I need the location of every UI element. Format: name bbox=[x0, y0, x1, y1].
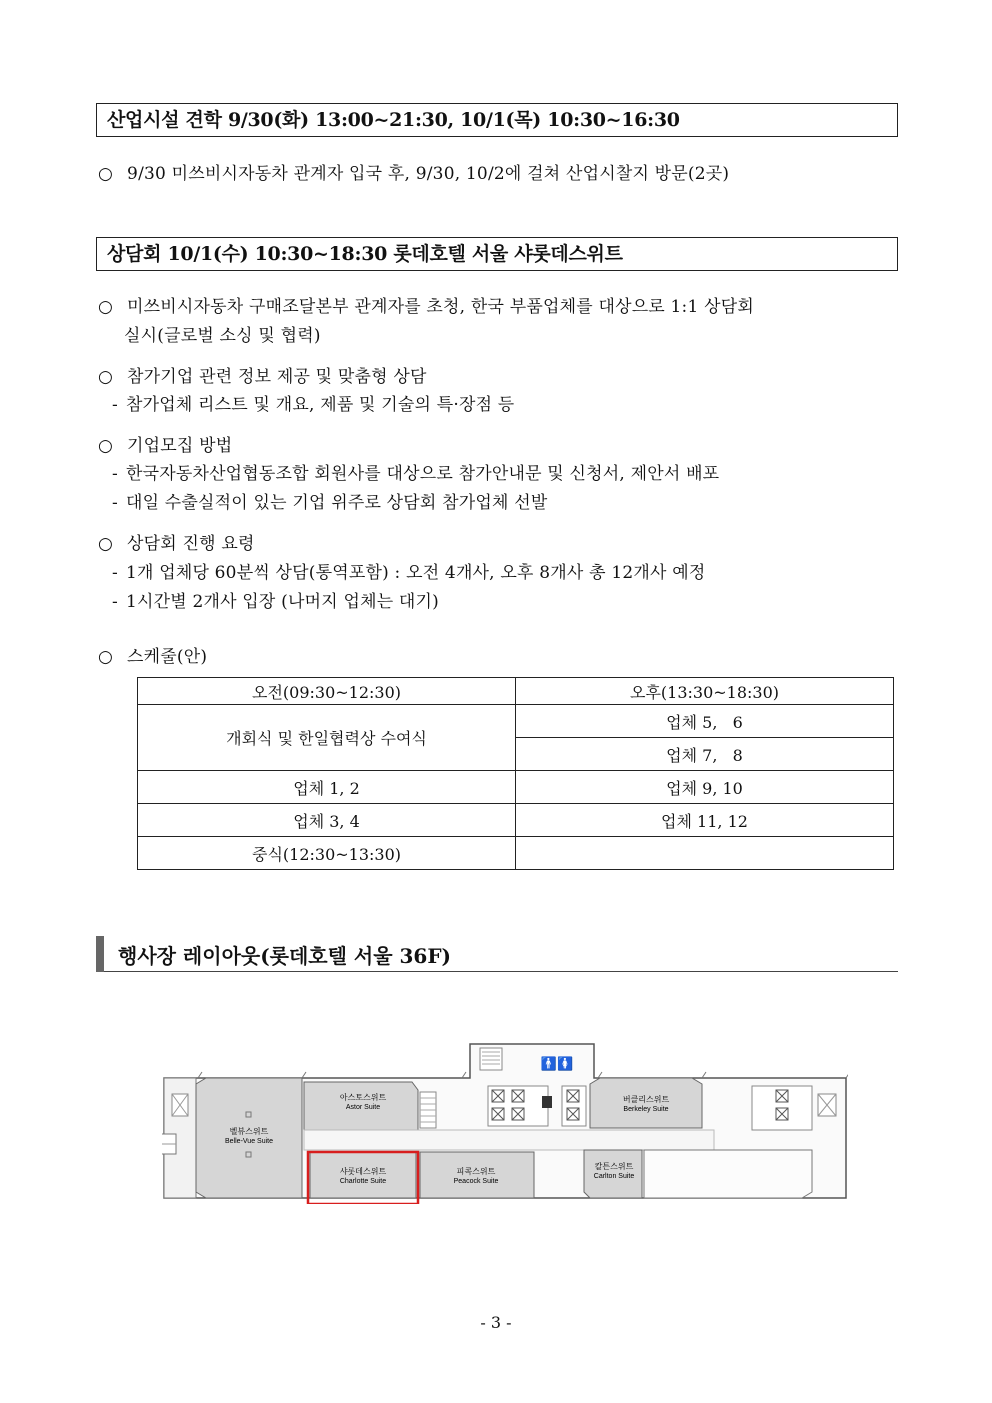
schedule-header-pm: 오후(13:30~18:30) bbox=[516, 678, 894, 705]
meeting-bullet-4: ○ 상담회 진행 요령 bbox=[98, 533, 255, 555]
svg-text:🚹🚺: 🚹🚺 bbox=[540, 1056, 574, 1071]
carlton-label-ko: 칼튼스위트 bbox=[594, 1162, 634, 1171]
schedule-cell-lunch: 중식(12:30~13:30) bbox=[138, 837, 516, 870]
berkeley-label-ko: 버클리스위트 bbox=[622, 1095, 670, 1104]
schedule-cell-am-4: 업체 3, 4 bbox=[138, 804, 516, 837]
bellevue-label-ko: 벨뷰스위트 bbox=[229, 1127, 269, 1136]
schedule-cell-pm-1: 업체 5, 6 bbox=[516, 705, 894, 738]
title-accent-bar bbox=[96, 936, 104, 972]
schedule-cell-pm-5 bbox=[516, 837, 894, 870]
charlotte-label-en: Charlotte Suite bbox=[339, 1178, 387, 1185]
layout-title-text: 행사장 레이아웃(롯데호텔 서울 36F) bbox=[118, 944, 452, 968]
peacock-label-en: Peacock Suite bbox=[453, 1178, 499, 1185]
industrial-tour-bullet: ○ 9/30 미쓰비시자동차 관계자 입국 후, 9/30, 10/2에 걸쳐 산업시찰지 방문(2곳) bbox=[98, 163, 729, 185]
section-heading-industrial-tour: 산업시설 견학 9/30(화) 13:00~21:30, 10/1(목) 10:30~16:30 bbox=[96, 103, 898, 137]
meeting-bullet-4-detail-1: - 1개 업체당 60분씩 상담(통역포함) : 오전 4개사, 오후 8개사 총 12개사 예정 bbox=[112, 562, 705, 584]
section-heading-business-meeting: 상담회 10/1(수) 10:30~18:30 롯데호텔 서울 샤롯데스위트 bbox=[96, 237, 898, 271]
meeting-bullet-2-detail: - 참가업체 리스트 및 개요, 제품 및 기술의 특·장점 등 bbox=[112, 394, 514, 416]
bellevue-label-en: Belle-Vue Suite bbox=[225, 1138, 273, 1145]
meeting-bullet-5: ○ 스케줄(안) bbox=[98, 646, 207, 668]
astor-label-en: Astor Suite bbox=[345, 1104, 381, 1111]
meeting-bullet-3-detail-2: - 대일 수출실적이 있는 기업 위주로 상담회 참가업체 선발 bbox=[112, 492, 548, 514]
schedule-cell-opening: 개회식 및 한일협력상 수여식 bbox=[138, 705, 516, 771]
schedule-cell-pm-2: 업체 7, 8 bbox=[516, 738, 894, 771]
astor-label-ko: 아스토스위트 bbox=[339, 1093, 387, 1102]
charlotte-label-ko: 샤롯데스위트 bbox=[339, 1167, 387, 1176]
page-number: - 3 - bbox=[480, 1313, 512, 1332]
floor-plan bbox=[162, 1042, 848, 1204]
schedule-cell-pm-3: 업체 9, 10 bbox=[516, 771, 894, 804]
meeting-bullet-1-line1: ○ 미쓰비시자동차 구매조달본부 관계자를 초청, 한국 부품업체를 대상으로 1:1 상담회 bbox=[98, 296, 754, 318]
meeting-bullet-3: ○ 기업모집 방법 bbox=[98, 435, 232, 457]
schedule-cell-pm-4: 업체 11, 12 bbox=[516, 804, 894, 837]
carlton-label-en: Carlton Suite bbox=[593, 1173, 635, 1180]
meeting-bullet-4-detail-2: - 1시간별 2개사 입장 (나머지 업체는 대기) bbox=[112, 591, 439, 613]
meeting-bullet-1-line2: 실시(글로벌 소싱 및 협력) bbox=[124, 326, 321, 346]
berkeley-label-en: Berkeley Suite bbox=[623, 1106, 669, 1113]
schedule-cell-am-3: 업체 1, 2 bbox=[138, 771, 516, 804]
layout-section-title bbox=[96, 936, 898, 972]
meeting-bullet-2: ○ 참가기업 관련 정보 제공 및 맞춤형 상담 bbox=[98, 366, 427, 388]
schedule-table bbox=[137, 677, 894, 870]
meeting-bullet-3-detail-1: - 한국자동차산업협동조합 회원사를 대상으로 참가안내문 및 신청서, 제안서 배포 bbox=[112, 463, 719, 485]
peacock-label-ko: 피콕스위트 bbox=[456, 1167, 496, 1176]
schedule-header-am: 오전(09:30~12:30) bbox=[138, 678, 516, 705]
